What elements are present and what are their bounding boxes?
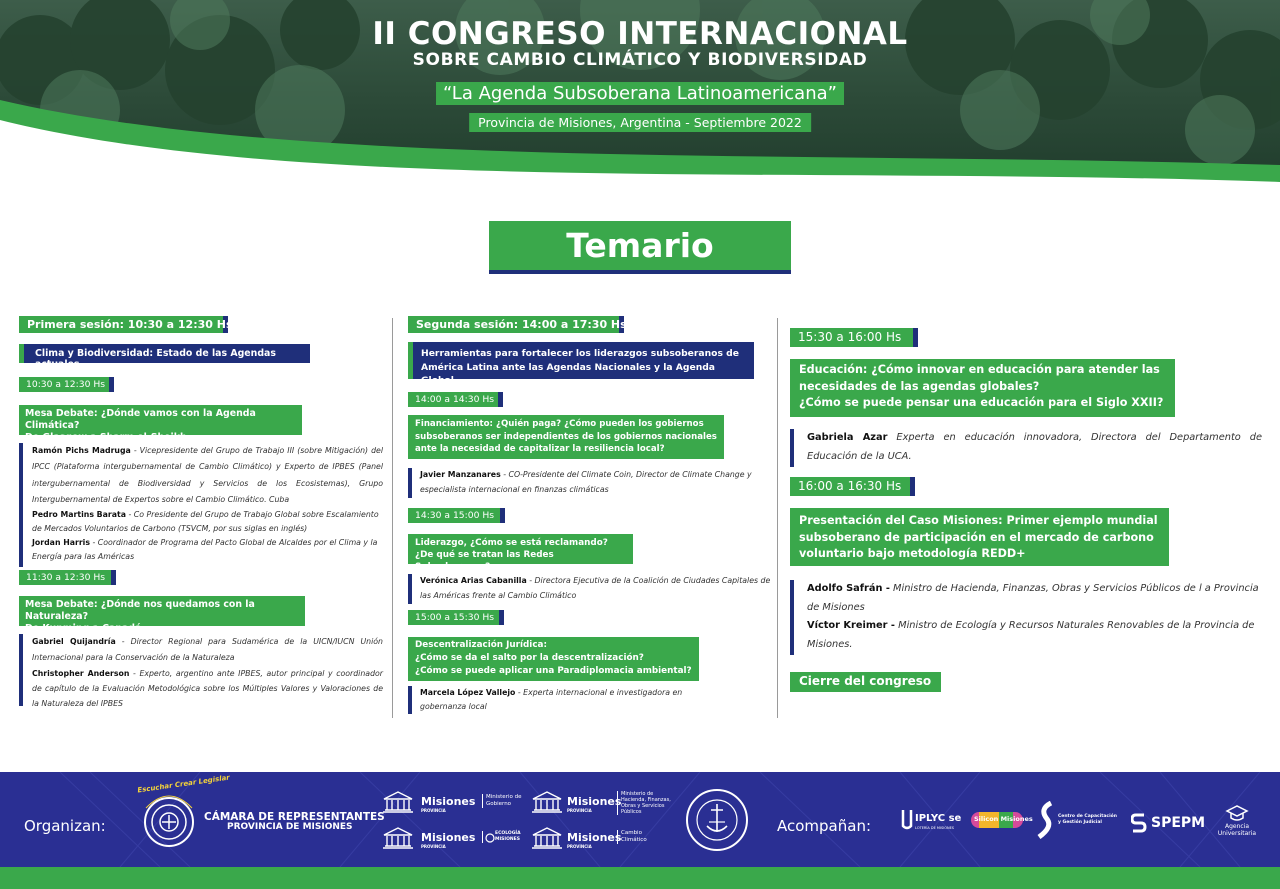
camara-seal-icon [138,788,200,850]
topic-line: ¿Cómo se da el salto por la descentralización? [415,653,644,663]
speakers-list [790,580,1262,655]
session-header: Segunda sesión: 14:00 a 17:30 Hs [408,316,624,333]
uca-name [688,856,709,857]
speaker-name: Christopher Anderson [32,669,130,678]
speaker-desc: - CO-Presidente del Climate Coin, Director de Climate Change y especialista internacional en finanzas climáticas [420,470,752,494]
debate-block [19,405,302,443]
footer-green-strip [0,867,1280,889]
debate-subtitle: De Kunming a Canadá [25,623,142,634]
speakers-list [408,468,772,498]
speakers-list [408,686,708,714]
speaker-name: Pedro Martins Barata [32,510,126,520]
speaker-entry [32,508,383,536]
speaker-desc: - Experto, argentino ante IPBES, autor principal y coordinador de capítulo de la Evaluación Metodológica sobre los Múltiples Valores y Valoraciones de la Naturaleza del IPBES [32,669,383,708]
time-slot: 16:00 a 16:30 Hs [790,477,915,496]
speaker-desc: Ministro de Ecología y Recursos Naturales Renovables de la Provincia de Misiones. [807,620,1255,650]
topic-line: Descentralización Jurídica: [415,640,547,650]
topic-line: ¿De qué se tratan las Redes Subsoberanas? [415,550,554,572]
iplyc-logo-icon [900,808,914,830]
temario-heading: Temario [489,221,791,274]
topic-block [790,508,1169,566]
speaker-entry [32,634,383,666]
speaker-entry [32,666,383,711]
topic-line: necesidades de las agendas globales? [799,379,1040,393]
ministry-label: Ministerio de Hacienda, Finanzas, Obras y Servicios Públicos [617,791,679,815]
speaker-name: Marcela López Vallejo [420,688,516,697]
speaker-desc: - Co Presidente del Grupo de Trabajo Global sobre Escalamiento de Mercados Voluntarios de Carbono (TSVCM, por sus siglas en inglés) [32,510,379,534]
government-building-icon [530,826,564,850]
congress-location: Provincia de Misiones, Argentina - Septiembre 2022 [469,113,811,132]
speaker-desc: - Vicepresidente del Grupo de Trabajo III (sobre Mitigación) del IPCC (Plataforma intergubernamental de Cambio Climático) y Experto de IPBES (Panel intergubernamental de Biodiversidad y Servicios de los Ecosistemas), Grupo Intergubernamental de Expertos sobre el Cambio Climático. Cuba [32,446,383,504]
topic-block [408,534,633,572]
speaker-desc: - Directora Ejecutiva de la Coalición de Ciudades Capitales de las Américas frente al Cambio Climático [420,576,771,600]
speaker-name: Adolfo Safrán - [807,583,890,594]
header-banner [0,0,1280,200]
time-slot: 14:30 a 15:00 Hs [408,508,505,523]
time-slot: 11:30 a 12:30 Hs [19,570,116,585]
topic-line: ¿Cómo se puede pensar una educación para el Siglo XXII? [799,396,1164,409]
uca-seal-icon [685,788,749,852]
government-building-icon [381,826,415,850]
speaker-entry [807,429,1262,466]
congress-title: II CONGRESO INTERNACIONAL [372,16,908,52]
silicon-misiones-wordmark: Silicon Misiones [974,815,1033,823]
topic-line: Educación: ¿Cómo innovar en educación para atender las [799,363,1160,376]
speaker-desc: Experta en educación innovadora, Directora del Departamento de Educación de la UCA. [807,432,1262,462]
topic-line: subsoberano de participación en el mercado de carbono [799,530,1154,544]
speaker-desc: - Director Regional para Sudamérica de la UICN/IUCN Unión Internacional para la Conservación de la Naturaleza [32,637,383,662]
spepm-wordmark: SPEPM [1151,815,1206,831]
column-divider [392,318,393,718]
speaker-name: Gabriela Azar [807,432,888,443]
ministry-label: Ministerio de Gobierno [482,794,522,808]
speaker-name: Javier Manzanares [420,470,501,479]
camara-name: CÁMARA DE REPRESENTANTES [204,811,385,823]
speakers-list [19,443,383,567]
spepm-logo-icon [1131,812,1147,834]
ecologia-label: ECOLOGÍA MISIONES [482,831,522,843]
iplyc-subtitle: LOTERÍA DE MISIONES [915,826,955,830]
misiones-wordmark: Misiones [567,795,622,808]
debate-title: Mesa Debate: ¿Dónde nos quedamos con la Naturaleza? [25,599,255,622]
ministry-label: Cambio Climático [617,830,657,844]
topic-line: voluntario bajo metodología REDD+ [799,547,1026,560]
speaker-name: Víctor Kreimer - [807,620,895,631]
government-building-icon [381,790,415,814]
provincia-label: PROVINCIA [567,808,592,813]
speaker-desc: - Coordinador de Programa del Pacto Global de Alcaldes por el Clima y la Energía para las Américas [32,538,378,562]
iplyc-wordmark: IPLYC se [915,813,962,824]
speaker-name: Jordan Harris [32,538,91,548]
session-header: Primera sesión: 10:30 a 12:30 Hs [19,316,228,333]
speaker-entry [807,580,1262,617]
closing-label: Cierre del congreso [790,672,941,692]
speaker-name: Gabriel Quijandría [32,637,116,646]
camara-motto: Escuchar Crear Legislar [136,773,231,795]
speaker-entry [32,536,383,564]
time-slot: 15:00 a 15:30 Hs [408,610,504,625]
speaker-entry [32,443,383,508]
time-slot: 15:30 a 16:00 Hs [790,328,918,347]
provincia-label: PROVINCIA [421,844,446,849]
time-slot: 14:00 a 14:30 Hs [408,392,503,407]
topic-block [408,637,699,681]
centro-capacitacion-logo-icon [1035,801,1057,839]
speaker-name: Ramón Pichs Madruga [32,446,131,455]
organizan-label: Organizan: [24,817,106,835]
misiones-wordmark: Misiones [567,831,622,844]
speaker-entry [807,617,1262,654]
speakers-list [408,574,772,604]
government-building-icon [530,790,564,814]
speakers-list [790,429,1262,467]
speaker-desc: Ministro de Hacienda, Finanzas, Obras y Servicios Públicos de l a Provincia de Misiones [807,583,1259,613]
congress-tagline: “La Agenda Subsoberana Latinoamericana” [436,82,844,105]
leaf-icon [485,833,495,843]
centro-capacitacion-label: Centro de Capacitación y Gestión Judicial [1058,814,1117,825]
speaker-name: Verónica Arias Cabanilla [420,576,527,585]
debate-block [19,596,305,634]
topic-block [790,359,1175,417]
topic-line: Liderazgo, ¿Cómo se está reclamando? [415,538,608,548]
topic-header: Clima y Biodiversidad: Estado de las Agendas actuales [19,344,310,363]
topic-line: ¿Cómo se puede aplicar una Paradiplomacia ambiental? [415,666,692,676]
column-divider [777,318,778,718]
debate-subtitle: De Glasgow a Sharm el-Sheikh [25,432,187,443]
speaker-desc: - Experta internacional e investigadora en gobernanza local [420,688,683,711]
provincia-label: PROVINCIA [567,844,592,849]
agencia-universitaria-label: Agencia Universitaria [1217,823,1257,837]
footer-sponsors [0,772,1280,867]
time-slot: 10:30 a 12:30 Hs [19,377,114,392]
speaker-entry [420,574,772,603]
topic-block: Financiamiento: ¿Quién paga? ¿Cómo pueden los gobiernos subsoberanos ser independientes de los gobiernos nacionales ante la necesidad de capitalizar la resiliencia local? [408,415,724,459]
speakers-list [19,634,383,706]
debate-title: Mesa Debate: ¿Dónde vamos con la Agenda Climática? [25,408,256,431]
provincia-label: PROVINCIA [421,808,446,813]
acompanan-label: Acompañan: [777,817,872,835]
speaker-entry [420,468,772,497]
misiones-wordmark: Misiones [421,831,476,844]
graduation-cap-icon [1225,804,1249,822]
speaker-entry [420,686,708,714]
topic-line: Presentación del Caso Misiones: Primer ejemplo mundial [799,514,1158,527]
misiones-wordmark: Misiones [421,795,476,808]
camara-province: PROVINCIA DE MISIONES [227,822,353,832]
congress-subtitle: SOBRE CAMBIO CLIMÁTICO Y BIODIVERSIDAD [412,50,868,70]
topic-header: Herramientas para fortalecer los liderazgos subsoberanos de América Latina ante las Agendas Nacionales y la Agenda Global [408,342,754,379]
